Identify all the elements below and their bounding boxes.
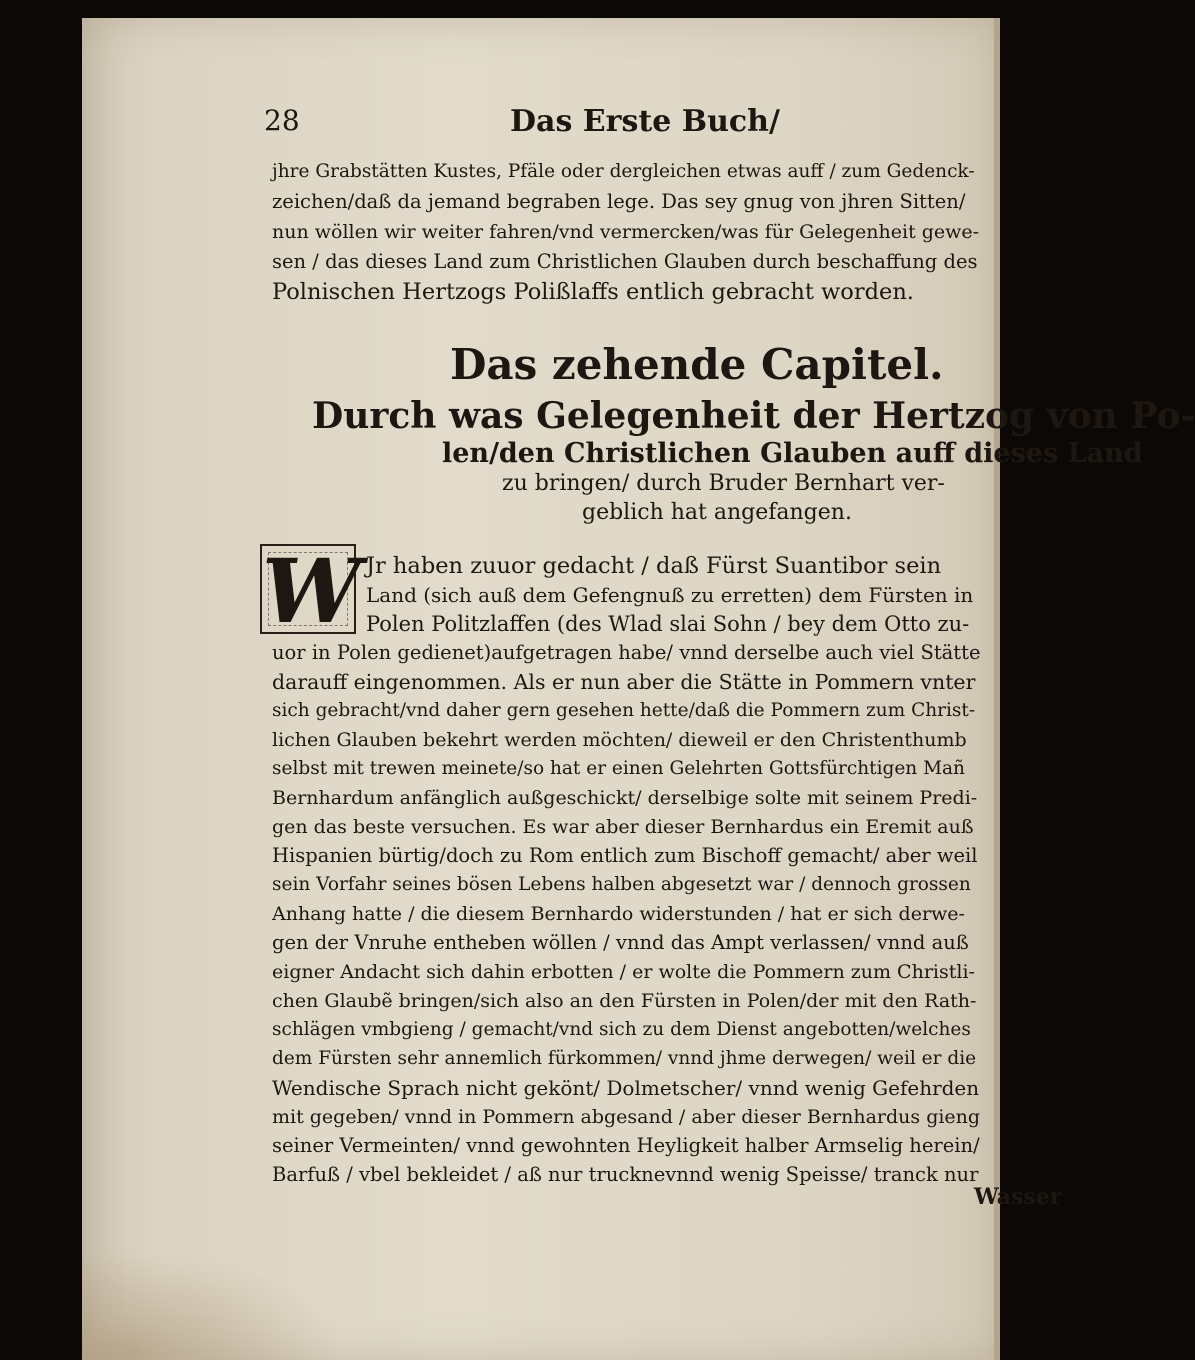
text-line: Anhang hatte / die diesem Bernhardo widerstunden / hat er sich derwe-: [272, 903, 965, 925]
text-line: jhre Grabstätten Kustes, Pfäle oder dergleichen etwas auff / zum Gedenck-: [272, 161, 975, 182]
text-line: selbst mit trewen meinete/so hat er einen Gelehrten Gottsfürchtigen Mañ: [272, 758, 965, 779]
subtitle-line: geblich hat angefangen.: [582, 500, 852, 525]
text-line: chen Glaubẽ bringen/sich also an den Fürsten in Polen/der mit den Rath-: [272, 990, 977, 1012]
subtitle-line: Durch was Gelegenheit der Hertzog von Po-: [312, 395, 1195, 437]
text-line: seiner Vermeinten/ vnnd gewohnten Heyligkeit halber Armselig herein/: [272, 1134, 980, 1157]
running-title: Das Erste Buch/: [510, 104, 780, 139]
text-line: schlägen vmbgieng / gemacht/vnd sich zu dem Dienst angebotten/welches: [272, 1019, 971, 1040]
chapter-title: Das zehende Capitel.: [450, 340, 944, 389]
text-line: sen / das dieses Land zum Christlichen Glauben durch beschaffung des: [272, 250, 978, 273]
text-line: Barfuß / vbel bekleidet / aß nur trucknevnnd wenig Speisse/ tranck nur: [272, 1163, 979, 1186]
text-line: eigner Andacht sich dahin erbotten / er wolte die Pommern zum Christli-: [272, 961, 975, 983]
text-line: Land (sich auß dem Gefengnuß zu erretten) dem Fürsten in: [366, 583, 974, 607]
book-page: [82, 18, 1195, 1360]
text-line: Hispanien bürtig/doch zu Rom entlich zum Bischoff gemacht/ aber weil: [272, 844, 978, 867]
text-line: darauff eingenommen. Als er nun aber die Stätte in Pommern vnter: [272, 670, 976, 694]
text-line: zeichen/daß da jemand begraben lege. Das sey gnug von jhren Sitten/: [272, 190, 966, 213]
subtitle-line: len/den Christlichen Glauben auff dieses Land: [442, 438, 1143, 469]
text-line: gen das beste versuchen. Es war aber dieser Bernhardus ein Eremit auß: [272, 816, 974, 838]
page-header: [82, 104, 1000, 144]
text-line: mit gegeben/ vnnd in Pommern abgesand / aber dieser Bernhardus gieng: [272, 1106, 981, 1128]
text-line: Polnischen Hertzogs Polißlaffs entlich gebracht worden.: [272, 279, 914, 305]
text-line: Polen Politzlaffen (des Wlad slai Sohn / bey dem Otto zu-: [366, 612, 970, 636]
text-line: uor in Polen gedienet)aufgetragen habe/ vnnd derselbe auch viel Stätte: [272, 641, 981, 664]
text-line: dem Fürsten sehr annemlich fürkommen/ vnnd jhme derwegen/ weil er die: [272, 1048, 977, 1069]
text-line: Jr haben zuuor gedacht / daß Fürst Suantibor sein: [366, 553, 942, 579]
text-line: sich gebracht/vnd daher gern gesehen hette/daß die Pommern zum Christ-: [272, 700, 976, 721]
page-edge: [994, 18, 1000, 1360]
decorated-initial: W: [262, 539, 361, 643]
text-line: Wendische Sprach nicht gekönt/ Dolmetscher/ vnnd wenig Gefehrden: [272, 1076, 980, 1100]
text-line: nun wöllen wir weiter fahren/vnd vermercken/was für Gelegenheit gewe-: [272, 221, 980, 243]
text-line: gen der Vnruhe entheben wöllen / vnnd das Ampt verlassen/ vnnd auß: [272, 931, 969, 954]
catchword: Wasser: [974, 1184, 1062, 1210]
text-line: lichen Glauben bekehrt werden möchten/ dieweil er den Christenthumb: [272, 729, 967, 751]
text-line: Bernhardum anfänglich außgeschickt/ derselbige solte mit seinem Predi-: [272, 787, 978, 809]
page-number: 28: [264, 104, 300, 137]
subtitle-line: zu bringen/ durch Bruder Bernhart ver-: [502, 471, 945, 496]
text-line: sein Vorfahr seines bösen Lebens halben abgesetzt war / dennoch grossen: [272, 874, 971, 895]
